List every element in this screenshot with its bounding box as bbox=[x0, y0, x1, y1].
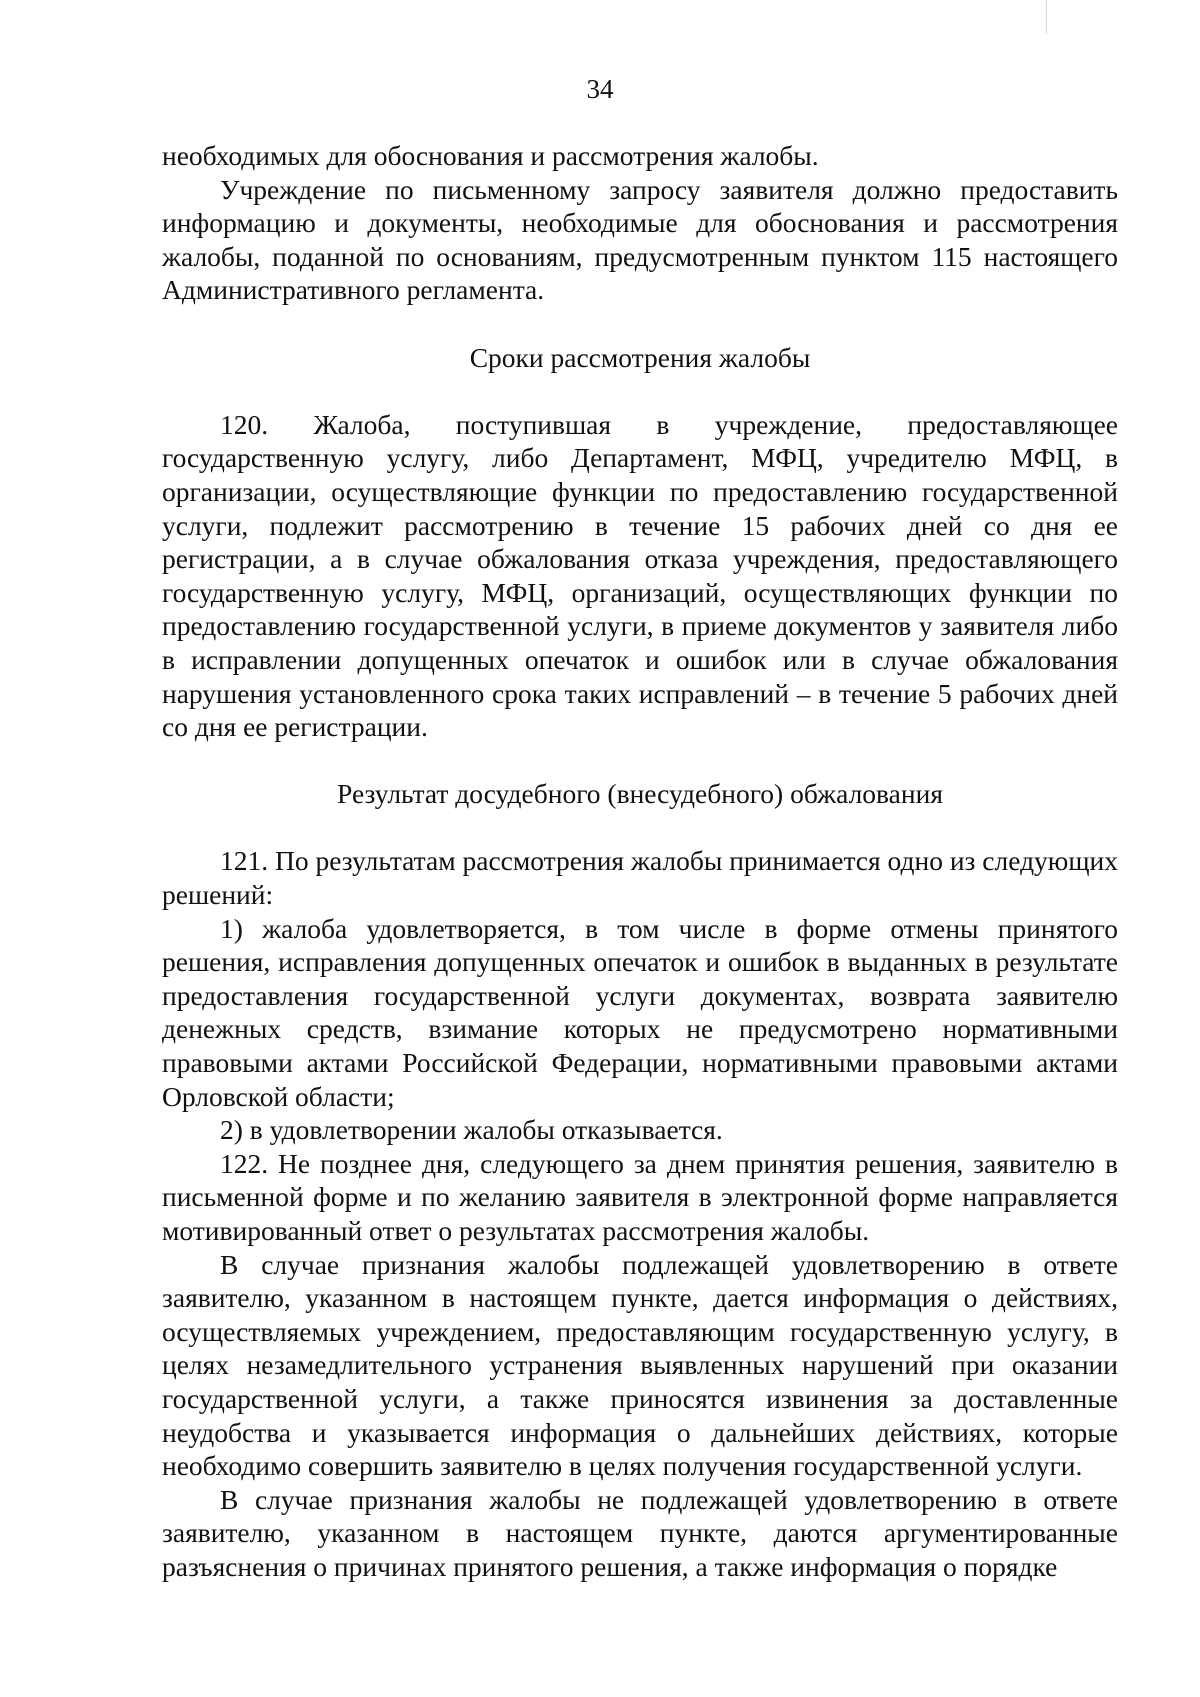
scan-edge-mark bbox=[1046, 0, 1047, 34]
list-item-1: 1) жалоба удовлетворяется, в том числе в форме отмены принятого решения, исправления допущенных опечаток и ошибок в выданных в результате предоставления государственной услуги документах, возврата заявителю денежных средств, взимание которых не предусмотрено нормативными правовыми актами Российской Федерации, нормативными правовыми актами Орловской области; bbox=[162, 912, 1118, 1112]
section-heading-review-terms: Сроки рассмотрения жалобы bbox=[469, 341, 811, 373]
paragraph-request-info: Учреждение по письменному запросу заявителя должно предоставить информацию и документы, необходимые для обоснования и рассмотрения жалобы, поданной по основаниям, предусмотренным пунктом 115 настоящего Административного регламента. bbox=[162, 173, 1118, 306]
spacer bbox=[162, 811, 1118, 845]
spacer bbox=[162, 307, 1118, 341]
paragraph-continuation: необходимых для обоснования и рассмотрения жалобы. bbox=[162, 140, 819, 171]
paragraph-not-satisfied: В случае признания жалобы не подлежащей удовлетворению в ответе заявителю, указанном в настоящем пункте, даются аргументированные разъяснения о причинах принятого решения, а также информация о порядке bbox=[162, 1483, 1118, 1582]
paragraph-121: 121. По результатам рассмотрения жалобы принимается одно из следующих решений: bbox=[162, 845, 1118, 911]
spacer bbox=[162, 744, 1118, 778]
spacer bbox=[162, 374, 1118, 408]
page-number: 34 bbox=[586, 74, 614, 104]
list-item-2: 2) в удовлетворении жалобы отказывается. bbox=[220, 1114, 723, 1146]
document-body bbox=[162, 139, 1118, 1584]
paragraph-120: 120. Жалоба, поступившая в учреждение, предоставляющее государственную услугу, либо Департамент, МФЦ, учредителю МФЦ, в организации, осуществляющие функции по предоставлению государственной услуги, подлежит рассмотрению в течение 15 рабочих дней со дня ее регистрации, а в случае обжалования отказа учреждения, предоставляющего государственную услугу, МФЦ, организаций, осуществляющих функции по предоставлению государственной услуги, в приеме документов у заявителя либо в исправлении допущенных опечаток и ошибок или в случае обжалования нарушения установленного срока таких исправлений – в течение 5 рабочих дней со дня ее регистрации. bbox=[162, 408, 1118, 743]
section-heading-appeal-result: Результат досудебного (внесудебного) обжалования bbox=[337, 778, 943, 810]
paragraph-122: 122. Не позднее дня, следующего за днем принятия решения, заявителю в письменной форме и по желанию заявителя в электронной форме направляется мотивированный ответ о результатах рассмотрения жалобы. bbox=[162, 1147, 1118, 1246]
paragraph-satisfied: В случае признания жалобы подлежащей удовлетворению в ответе заявителю, указанном в настоящем пункте, дается информация о действиях, осуществляемых учреждением, предоставляющим государственную услугу, в целях незамедлительного устранения выявленных нарушений при оказании государственной услуги, а также приносятся извинения за доставленные неудобства и указывается информация о дальнейших действиях, которые необходимо совершить заявителю в целях получения государственной услуги. bbox=[162, 1248, 1118, 1482]
